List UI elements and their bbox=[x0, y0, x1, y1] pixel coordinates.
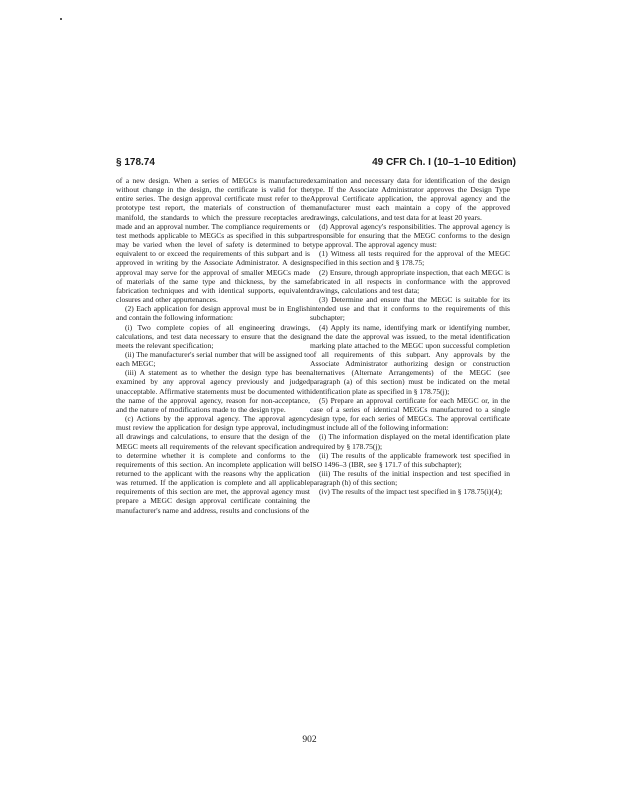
page-number: 902 bbox=[302, 735, 317, 745]
paragraph: (2) Ensure, through appropriate inspection, that each MEGC is fabricated in all respects in conformance with the approved drawings, calculations and test data; bbox=[310, 267, 510, 295]
paragraph: (ii) The results of the applicable framework test specified in ISO 1496–3 (IBR, see § 171.7 of this subchapter); bbox=[310, 450, 510, 469]
paragraph: (5) Prepare an approval certificate for each MEGC or, in the case of a series of identical MEGCs manufactured to a single design type, for each series of MEGCs. The approval certificate must include all of the following information: bbox=[310, 395, 510, 433]
paragraph: examination and necessary data for identification of the design type. If the Associate Administrator approves the Design Type Approval Certificate application, the approval agency and the manufacturer must each maintain a copy of the approved drawings, calculations, and test data for at least 20 years. bbox=[310, 176, 510, 222]
paragraph: (4) Apply its name, identifying mark or identifying number, and the date the approval was issued, to the metal identification marking plate attached to the MEGC upon successful completion of all requirements of this subpart. Any approvals by the Associate Administrator authorizing design or construction alternatives (Alternate Arrangements) of the MEGC (see paragraph (a) of this section) must be indicated on the metal identification plate as specified in § 178.75(j); bbox=[310, 322, 510, 396]
paragraph: (i) The information displayed on the metal identification plate required by § 178.75(j); bbox=[310, 432, 510, 451]
paragraph: (iv) The results of the impact test specified in § 178.75(i)(4); bbox=[319, 487, 503, 497]
running-header bbox=[116, 157, 516, 171]
cfr-edition: 49 CFR Ch. I (10–1–10 Edition) bbox=[372, 157, 516, 168]
paragraph: (ii) The manufacturer's serial number that will be assigned to each MEGC; bbox=[116, 349, 310, 369]
paragraph: of a new design. When a series of MEGCs is manufactured without change in the design, the certificate is valid for the entire series. The design approval certificate must refer to the prototype test report, the materials of construction of the manifold, the standards to which the pressure receptacles are made and an approval number. The compliance requirements or test methods applicable to MEGCs as specified in this subpart may be varied when the level of safety is determined to be equivalent to or exceed the requirements of this subpart and is approved in writing by the Associate Administrator. A design approval may serve for the approval of smaller MEGCs made of materials of the same type and thickness, by the same fabrication techniques and with identical supports, equivalent closures and other appurtenances. bbox=[116, 176, 310, 305]
paragraph: (iii) A statement as to whether the design type has been examined by any approval agency previously and judged unacceptable. Affirmative statements must be documented with the name of the approval agency, reason for non-acceptance, and the nature of modifications made to the design type. bbox=[116, 368, 310, 414]
scan-speck bbox=[60, 18, 62, 20]
section-number: § 178.74 bbox=[116, 157, 155, 168]
paragraph: (2) Each application for design approval must be in English and contain the following information: bbox=[116, 304, 310, 323]
paragraph: (i) Two complete copies of all engineering drawings, calculations, and test data necessary to ensure that the design meets the relevant specification; bbox=[116, 322, 310, 350]
paragraph: (iii) The results of the initial inspection and test specified in paragraph (h) of this section; bbox=[310, 469, 510, 488]
left-column bbox=[116, 176, 310, 515]
paragraph: (c) Actions by the approval agency. The approval agency must review the application for design type approval, including all drawings and calculations, to ensure that the design of the MEGC meets all requirements of the relevant specification and to determine whether it is complete and conforms to the requirements of this section. An incomplete application will be returned to the applicant with the reasons why the application was returned. If the application is complete and all applicable requirements of this section are met, the approval agency must prepare a MEGC design approval certificate containing the manufacturer's name and address, results and conclusions of the bbox=[116, 414, 310, 515]
paragraph: (1) Witness all tests required for the approval of the MEGC specified in this section and § 178.75; bbox=[310, 249, 510, 268]
paragraph: (d) Approval agency's responsibilities. The approval agency is responsible for ensuring that the MEGC conforms to the design type approval. The approval agency must: bbox=[310, 221, 510, 250]
right-column bbox=[310, 176, 510, 496]
paragraph: (3) Determine and ensure that the MEGC is suitable for its intended use and that it conforms to the requirements of this subchapter; bbox=[310, 295, 510, 323]
